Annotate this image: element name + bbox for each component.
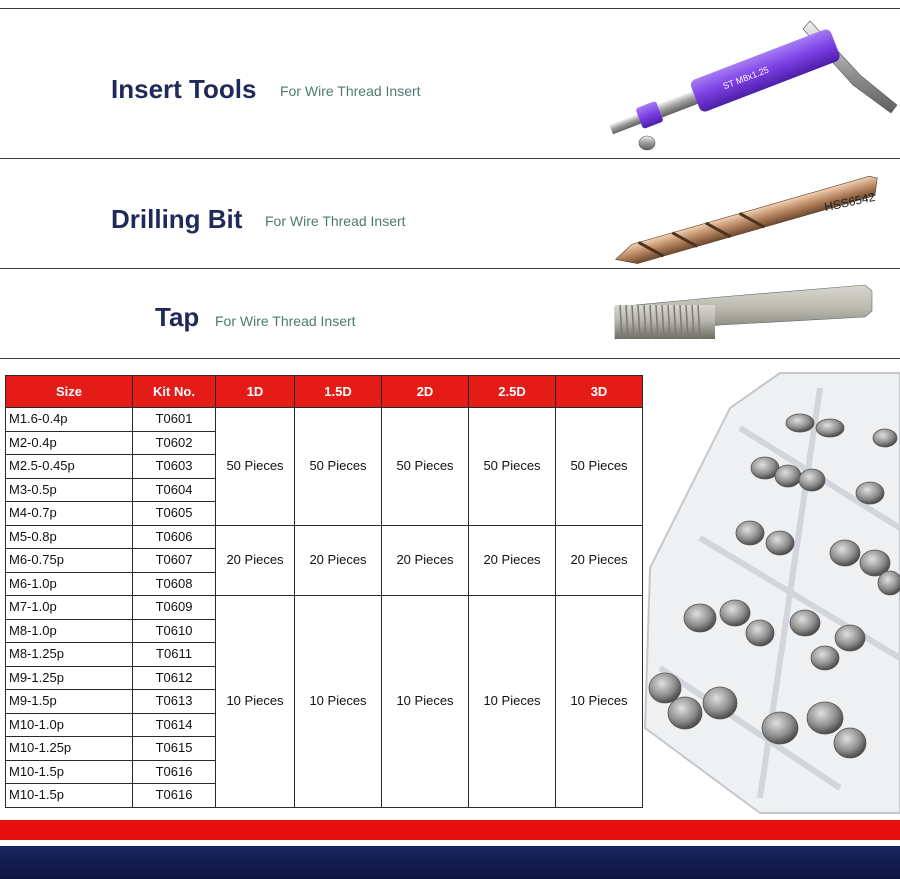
- tap-title: Tap: [155, 302, 200, 332]
- size-cell: M8-1.0p: [6, 619, 133, 643]
- size-cell: M2.5-0.45p: [6, 455, 133, 479]
- insert-kit-box-image: [640, 368, 900, 818]
- size-cell: M1.6-0.4p: [6, 408, 133, 432]
- quantity-cell-3d: 50 Pieces: [556, 408, 643, 526]
- kit-cell: T0612: [133, 666, 216, 690]
- tap-image: [610, 277, 875, 357]
- quantity-cell-2d: 50 Pieces: [382, 408, 469, 526]
- drill-bit-label: HSS6542: [823, 189, 877, 215]
- kit-cell: T0606: [133, 525, 216, 549]
- quantity-cell-2-5d: 10 Pieces: [469, 596, 556, 808]
- table-header-row: [6, 376, 643, 408]
- quantity-cell-1-5d: 50 Pieces: [295, 408, 382, 526]
- table-row: [6, 408, 643, 432]
- size-cell: M2-0.4p: [6, 431, 133, 455]
- column-header: 3D: [556, 376, 643, 408]
- column-header: Size: [6, 376, 133, 408]
- size-cell: M3-0.5p: [6, 478, 133, 502]
- size-cell: M6-0.75p: [6, 549, 133, 573]
- column-header: 2.5D: [469, 376, 556, 408]
- table-row: [6, 596, 643, 620]
- size-cell: M7-1.0p: [6, 596, 133, 620]
- kit-cell: T0611: [133, 643, 216, 667]
- size-cell: M10-1.5p: [6, 760, 133, 784]
- drill-bit-image: [600, 164, 890, 264]
- kit-cell: T0601: [133, 408, 216, 432]
- kit-cell: T0605: [133, 502, 216, 526]
- size-cell: M5-0.8p: [6, 525, 133, 549]
- size-cell: M9-1.25p: [6, 666, 133, 690]
- divider: [0, 8, 900, 9]
- quantity-cell-3d: 20 Pieces: [556, 525, 643, 596]
- quantity-cell-1d: 20 Pieces: [216, 525, 295, 596]
- column-header: Kit No.: [133, 376, 216, 408]
- column-header: 2D: [382, 376, 469, 408]
- kit-cell: T0604: [133, 478, 216, 502]
- insert-tools-section: [0, 8, 900, 158]
- quantity-cell-1-5d: 20 Pieces: [295, 525, 382, 596]
- drilling-bit-subtitle: For Wire Thread Insert: [265, 213, 406, 229]
- kit-cell: T0609: [133, 596, 216, 620]
- spec-table: [5, 375, 643, 808]
- kit-cell: T0614: [133, 713, 216, 737]
- tap-subtitle: For Wire Thread Insert: [215, 313, 356, 329]
- column-header: 1D: [216, 376, 295, 408]
- tap-section: [0, 269, 900, 358]
- size-cell: M6-1.0p: [6, 572, 133, 596]
- kit-cell: T0607: [133, 549, 216, 573]
- drilling-bit-section: [0, 159, 900, 268]
- quantity-cell-2-5d: 50 Pieces: [469, 408, 556, 526]
- quantity-cell-2d: 20 Pieces: [382, 525, 469, 596]
- quantity-cell-1-5d: 10 Pieces: [295, 596, 382, 808]
- size-cell: M9-1.5p: [6, 690, 133, 714]
- size-cell: M10-1.25p: [6, 737, 133, 761]
- size-cell: M4-0.7p: [6, 502, 133, 526]
- quantity-cell-1d: 10 Pieces: [216, 596, 295, 808]
- kit-cell: T0610: [133, 619, 216, 643]
- size-cell: M8-1.25p: [6, 643, 133, 667]
- kit-cell: T0616: [133, 760, 216, 784]
- table-row: [6, 525, 643, 549]
- quantity-cell-3d: 10 Pieces: [556, 596, 643, 808]
- insert-tools-title: Insert Tools: [111, 74, 257, 104]
- quantity-cell-2d: 10 Pieces: [382, 596, 469, 808]
- kit-cell: T0613: [133, 690, 216, 714]
- kit-cell: T0616: [133, 784, 216, 808]
- kit-cell: T0603: [133, 455, 216, 479]
- kit-cell: T0602: [133, 431, 216, 455]
- insert-tools-subtitle: For Wire Thread Insert: [280, 83, 421, 99]
- footer-red-bar: [0, 820, 900, 840]
- size-cell: M10-1.0p: [6, 713, 133, 737]
- kit-cell: T0608: [133, 572, 216, 596]
- column-header: 1.5D: [295, 376, 382, 408]
- footer-navy-bar: [0, 846, 900, 879]
- quantity-cell-2-5d: 20 Pieces: [469, 525, 556, 596]
- insert-tool-image: [595, 13, 900, 158]
- kit-cell: T0615: [133, 737, 216, 761]
- size-cell: M10-1.5p: [6, 784, 133, 808]
- drilling-bit-title: Drilling Bit: [111, 204, 243, 234]
- tool-marking-text: ST M8x1.25: [721, 64, 771, 92]
- divider: [0, 358, 900, 359]
- quantity-cell-1d: 50 Pieces: [216, 408, 295, 526]
